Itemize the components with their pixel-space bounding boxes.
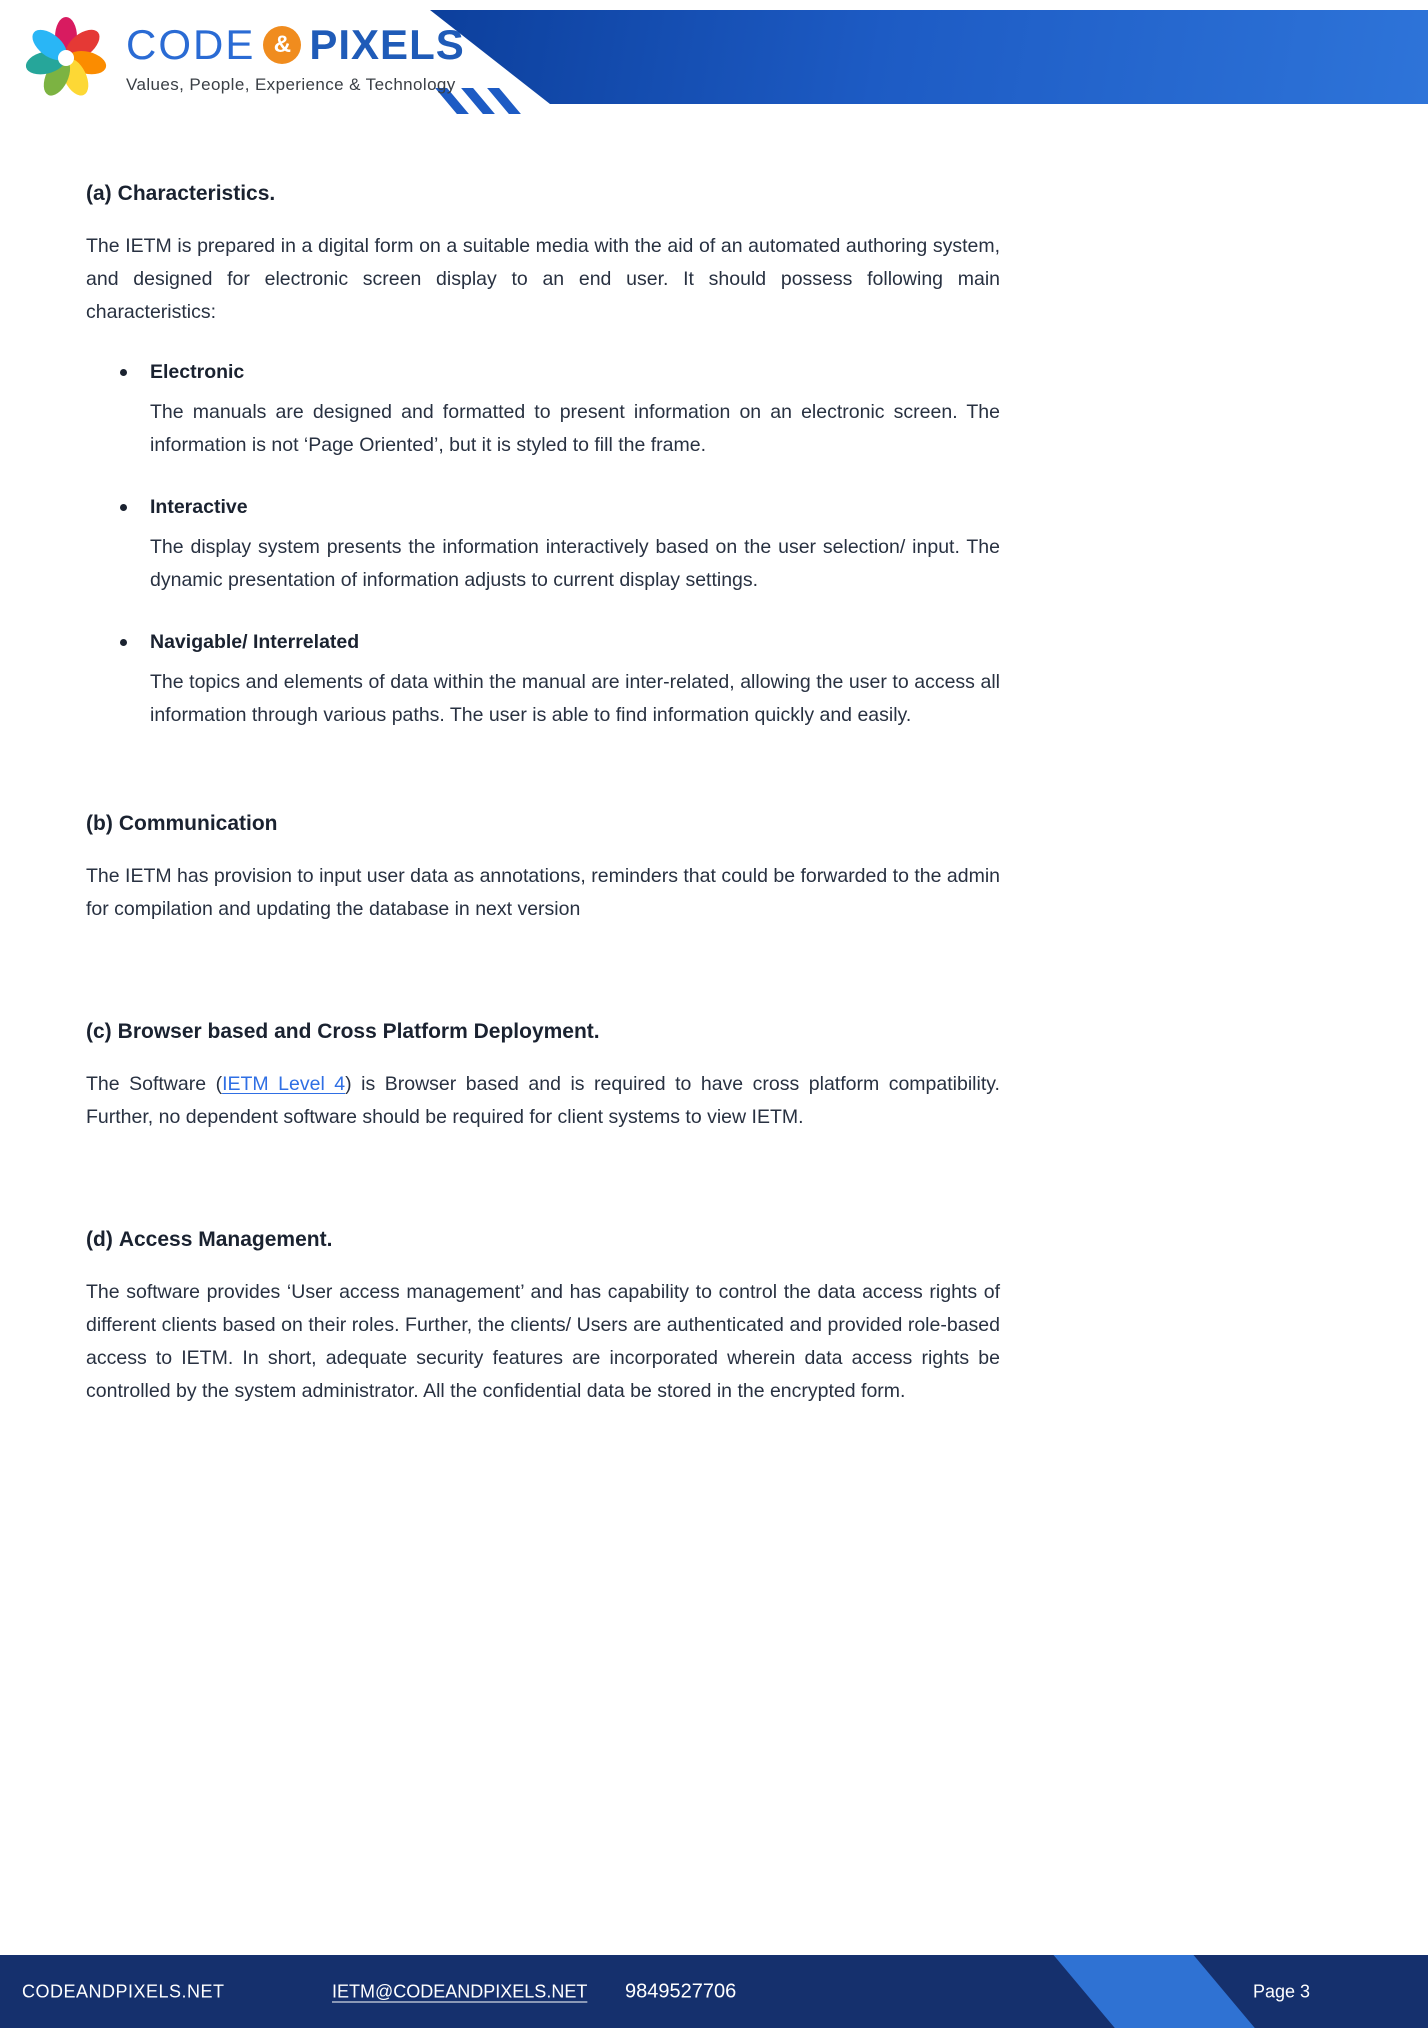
document-body bbox=[0, 182, 1428, 1408]
brand-ampersand: & bbox=[273, 31, 292, 58]
section-communication bbox=[86, 812, 1000, 926]
header-banner-shape bbox=[430, 10, 1428, 104]
footer-website: CODEANDPIXELS.NET bbox=[22, 1981, 225, 2001]
section-label: (b) bbox=[86, 812, 113, 835]
bullet-dot-icon bbox=[120, 504, 127, 511]
section-heading bbox=[86, 1020, 1000, 1044]
bullet-item-navigable bbox=[86, 631, 1000, 732]
section-title: Access Management. bbox=[118, 1228, 333, 1251]
paragraph-text: ) is Browser based and is required to have cross platform compatibility. Further, no dependent software should be required for client systems to view IETM. bbox=[86, 1073, 1000, 1128]
bullet-dot-icon bbox=[120, 639, 127, 646]
section-heading bbox=[86, 1228, 1000, 1252]
section-title: Browser based and Cross Platform Deployment. bbox=[117, 1020, 600, 1043]
bullet-text: The topics and elements of data within the manual are inter-related, allowing the user to access all information through various paths. The user is able to find information quickly and easily. bbox=[150, 671, 1000, 726]
pinwheel-logo-icon bbox=[20, 12, 112, 104]
brand-word-code: CODE bbox=[126, 21, 256, 68]
section-paragraph bbox=[86, 1068, 1000, 1134]
section-browser-deployment bbox=[86, 1020, 1000, 1134]
section-title: Communication bbox=[118, 812, 278, 835]
brand-text bbox=[126, 21, 465, 95]
page-header bbox=[0, 0, 1428, 120]
footer-accent-band bbox=[1045, 1955, 1265, 2028]
footer-phone: 9849527706 bbox=[625, 1980, 737, 2002]
section-label: (c) bbox=[86, 1020, 112, 1043]
bullet-text: The display system presents the information interactively based on the user selection/ input. The dynamic presentation of information adjusts to current display settings. bbox=[150, 536, 1000, 591]
section-paragraph: The IETM is prepared in a digital form on a suitable media with the aid of an automated authoring system, and designed for electronic screen display to an end user. It should possess following main characteristics: bbox=[86, 235, 1000, 323]
brand-ampersand-badge bbox=[263, 26, 301, 64]
footer-email-link[interactable]: IETM@CODEANDPIXELS.NET bbox=[332, 1981, 588, 2001]
brand-logo bbox=[20, 12, 465, 104]
section-label: (d) bbox=[86, 1228, 113, 1251]
section-label: (a) bbox=[86, 182, 112, 205]
section-paragraph: The IETM has provision to input user data as annotations, reminders that could be forwarded to the admin for compilation and updating the database in next version bbox=[86, 865, 1000, 920]
footer-page-number: Page 3 bbox=[1253, 1981, 1311, 2001]
section-title: Characteristics. bbox=[117, 182, 276, 205]
bullet-title: Electronic bbox=[150, 361, 245, 383]
section-heading bbox=[86, 812, 1000, 836]
bullet-item-electronic bbox=[86, 361, 1000, 462]
paragraph-text: The Software ( bbox=[86, 1073, 223, 1095]
ietm-level4-link[interactable]: IETM Level 4 bbox=[222, 1073, 346, 1095]
bullet-dot-icon bbox=[120, 369, 127, 376]
bullet-title: Navigable/ Interrelated bbox=[150, 631, 360, 653]
section-characteristics bbox=[86, 182, 1000, 732]
section-heading bbox=[86, 182, 1000, 206]
characteristics-bullet-list bbox=[86, 361, 1000, 732]
bullet-title: Interactive bbox=[150, 496, 248, 518]
section-paragraph: The software provides ‘User access management’ and has capability to control the data access rights of different clients based on their roles. Further, the clients/ Users are authenticated and provided role-based access to IETM. In short, adequate security features are incorporated wherein data access rights be controlled by the system administrator. All the confidential data be stored in the encrypted form. bbox=[86, 1281, 1000, 1402]
bullet-text: The manuals are designed and formatted to present information on an electronic screen. The information is not ‘Page Oriented’, but it is styled to fill the frame. bbox=[150, 401, 1000, 456]
brand-word-pixels: PIXELS bbox=[309, 21, 465, 68]
page-footer bbox=[0, 1955, 1428, 2028]
section-access-management bbox=[86, 1228, 1000, 1408]
bullet-item-interactive bbox=[86, 496, 1000, 597]
brand-tagline: Values, People, Experience & Technology bbox=[126, 75, 456, 94]
